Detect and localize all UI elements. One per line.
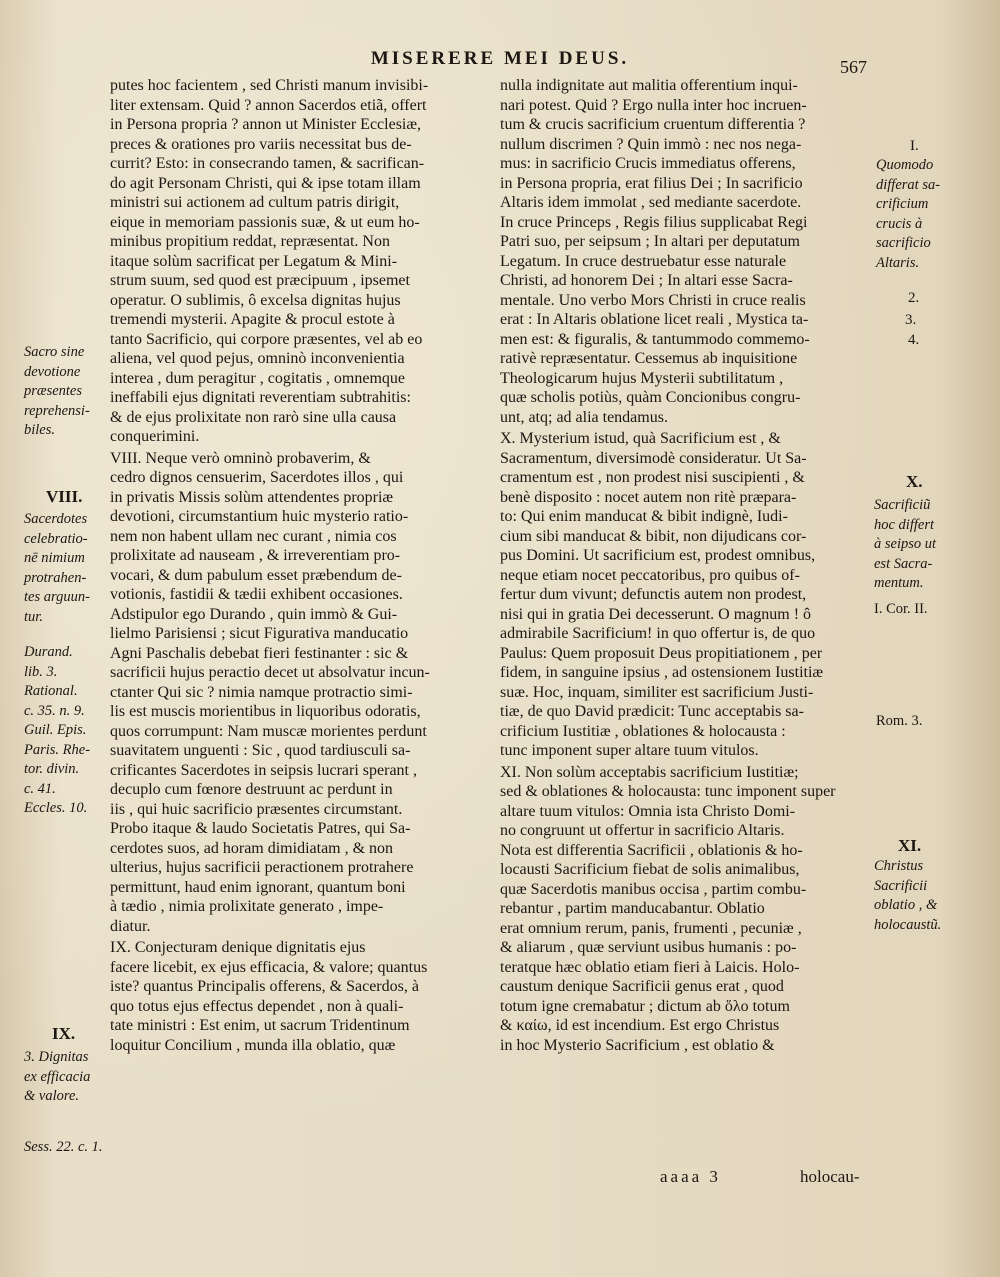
margin-number-x: X. <box>906 472 923 491</box>
margin-number-2: 2. <box>908 290 920 306</box>
margin-note-christus: Christus Sacrificii oblatio , & holocaustũ. <box>874 858 942 933</box>
catchword: holocau- <box>800 1167 860 1186</box>
right-column <box>500 76 872 1055</box>
margin-number-3: 3. <box>905 312 917 328</box>
margin-note-sacrificium: Sacrificiũ hoc differt à seipso ut est Sacra- mentum. <box>874 497 937 591</box>
page-number: 567 <box>840 57 867 77</box>
paragraph-vii-end: nulla indignitate aut malitia offerentium inqui- nari potest. Quid ? Ergo nulla inter hoc incruen- tum & crucis sacrificium cruentum differentia ? nullum discrimen ? Quin immò : nec nos nega- mus: in sacrificio Crucis immediatus offerens, in Persona propria, erat filius Dei ; In sacrificio Altaris idem immolat , sed mediante sacerdote. In cruce Princeps , Regis filius supplicabat Regi Patri suo, per seipsum ; In altari per deputatum Legatum. In cruce destruebatur esse naturale Christi, ad honorem Dei ; In altari esse Sacra- mentale. Uno verbo Mors Christi in cruce realis erat : In Altaris oblatione licet reali , Mystica ta- men est: & figuralis, & tantummodo commemo- rativè repræsentatur. Cessemus ab inquisitione Theologicarum hujus Mysterii subtilitatum , quæ scholis potiùs, quàm Concionibus congru- unt, atq; ad alia tendamus. <box>500 77 810 426</box>
running-head: MISERERE MEI DEUS. <box>370 48 630 69</box>
paragraph-xi: XI. Non solùm acceptabis sacrificium Iustitiæ; sed & oblationes & holocausta: tunc imponent super altare tuum vitulos: Omnia ista Christo Domi- no congruunt ut offertur in sacrificio Altaris. Nota est differentia Sacrificii , oblationis & ho- locausti Sacrificium fiebat de solis animalibus, quæ Sacerdotis manibus occisa , partim combu- rebantur , partim manducabantur. Oblatio erat omnium rerum, panis, frumenti , pecuniæ , & aliarum , quæ serviunt usibus humanis : po- teratque hæc oblatio etiam fieri à Laicis. Holo- caustum denique Sacrificii genus erat , quod totum igne cremabatur ; dictum ab ὅλο totum & καίω, id est incendium. Est ergo Christus in hoc Mysterio Sacrificium , est oblatio & <box>500 763 836 1054</box>
paragraph-ix: IX. Conjecturam denique dignitatis ejus facere licebit, ex ejus efficacia, & valore; quantus iste? quantus Principalis offerens, & Sacerdos, à quo totus ejus effectus dependet , non à quali- tate ministri : Est enim, ut sacrum Tridentinum loquitur Concilium , munda illa oblatio, quæ <box>110 939 428 1054</box>
margin-reference-corinthians: I. Cor. II. <box>874 601 928 617</box>
margin-note-sacro: Sacro sine devotione præsentes reprehensi- biles. <box>24 344 90 438</box>
paragraph-x: X. Mysterium istud, quà Sacrificium est , & Sacramentum, diversimodè consideratur. Ut Sa- cramentum est , non prodest nisi suscipienti , & benè disposito : nocet autem non ritè præpara- to: Qui enim manducat & bibit indignè, Iudi- cium sibi manducat & bibit, non dijudicans cor- pus Domini. Ut sacrificium est, prodest omnibus, neque etiam nocet peccatoribus, pro quibus of- fertur dum vivunt; defunctis autem non prodest, nisi qui in gratia Dei decesserunt. O magnum ! ô admirabile Sacrificium! in quo offertur is, de quo Paulus: Quem proposuit Deus propitiationem , per fidem, in sanguine ipsius , ad ostensionem Iustitiæ suæ. Hoc, inquam, similiter est sacrificium Justi- tiæ, de quo David prædicit: Tunc acceptabis sa- crificium Iustitiæ , oblationes & holocausta : tunc imponent super altare tuum vitulos. <box>500 430 824 759</box>
margin-note-dignitas: 3. Dignitas ex efficacia & valore. <box>24 1049 91 1104</box>
left-column <box>110 76 490 1055</box>
margin-note-quomodo: Quomodo differat sa- crificium crucis à sacrificio Altaris. <box>876 157 941 271</box>
margin-number-xi: XI. <box>898 836 922 855</box>
margin-number-1: I. <box>910 138 919 154</box>
margin-number-4: 4. <box>908 332 920 348</box>
margin-reference-romans: Rom. 3. <box>876 713 923 729</box>
margin-number-ix: IX. <box>52 1024 76 1043</box>
margin-reference-durand: Durand. lib. 3. Rational. c. 35. n. 9. Guil. Epis. Paris. Rhe- tor. divin. c. 41. Eccles. 10. <box>24 644 91 816</box>
signature-mark: aaaa 3 <box>660 1167 721 1186</box>
margin-reference-sessio: Sess. 22. c. 1. <box>24 1139 103 1155</box>
paragraph-vii-continued: putes hoc facientem , sed Christi manum invisibi- liter extensam. Quid ? annon Sacerdos etiã, offert in Persona propria ? annon ut Minister Ecclesiæ, preces & orationes pro variis necessitat bus de- currit? Esto: in consecrando tamen, & sacrifican- do agit Personam Christi, qui & ipse totam illam ministri sui actionem ad cultum patris dirigit, eique in memoriam passionis suæ, & ut eum ho- minibus propitium reddat, repræsentat. Non itaque solùm sacrificat per Legatum & Mini- strum suum, sed quod est præcipuum , ipsemet operatur. O sublimis, ô excelsa dignitas hujus tremendi mysterii. Apagite & procul estote à tanto Sacrificio, qui corpore præsentes, vel ab eo aliena, vel quod pejus, omninò inconvenientia interea , dum peragitur , cogitatis , omnemque ineffabili ejus dignitati reverentiam subtrahitis: & de ejus prolixitate non rarò sine ulla causa conquerimini. <box>110 77 429 445</box>
paragraph-viii: VIII. Neque verò omninò probaverim, & cedro dignos censuerim, Sacerdotes illos , qui in privatis Missis solùm attendentes propriæ devotioni, circumstantium huic mysterio ratio- nem non habent ullam nec curant , nimia cos prolixitate ad nauseam , & irreverentiam pro- vocari, & dum pabulum esset præbendum de- votionis, fastidii & tædii exhibent occasiones. Adstipulor ego Durando , quin immò & Gui- lielmo Parisiensi ; sicut Figurativa manducatio Agni Paschalis debebat fieri festinanter : sic & sacrificii hujus peractio decet ut absolvatur incun- ctanter Qui sic ? nimia namque protractio simi- lis est muscis morientibus in liquoribus odoratis, quos corrumpunt: Nam muscæ morientes perdunt suavitatem unguenti : Sic , quod tardiusculi sa- crificantes Sacerdotes in seipsis lucrari sperant , decuplo cum fœnore destruunt ac perdunt in iis , qui huic sacrificio præsentes circumstant. Probo itaque & laudo Societatis Patres, qui Sa- cerdotes suos, ad horam dimidiatam , & non ulterius, hujus sacrificii peractionem protrahere permittunt, haud enim ignorant, quantum boni à tædio , nimia prolixitate generato , impe- diatur. <box>110 449 430 935</box>
margin-number-viii: VIII. <box>46 487 83 506</box>
margin-note-sacerdotes: Sacerdotes celebratio- nē nimium protrahen- tes arguun- tur. <box>24 511 90 625</box>
